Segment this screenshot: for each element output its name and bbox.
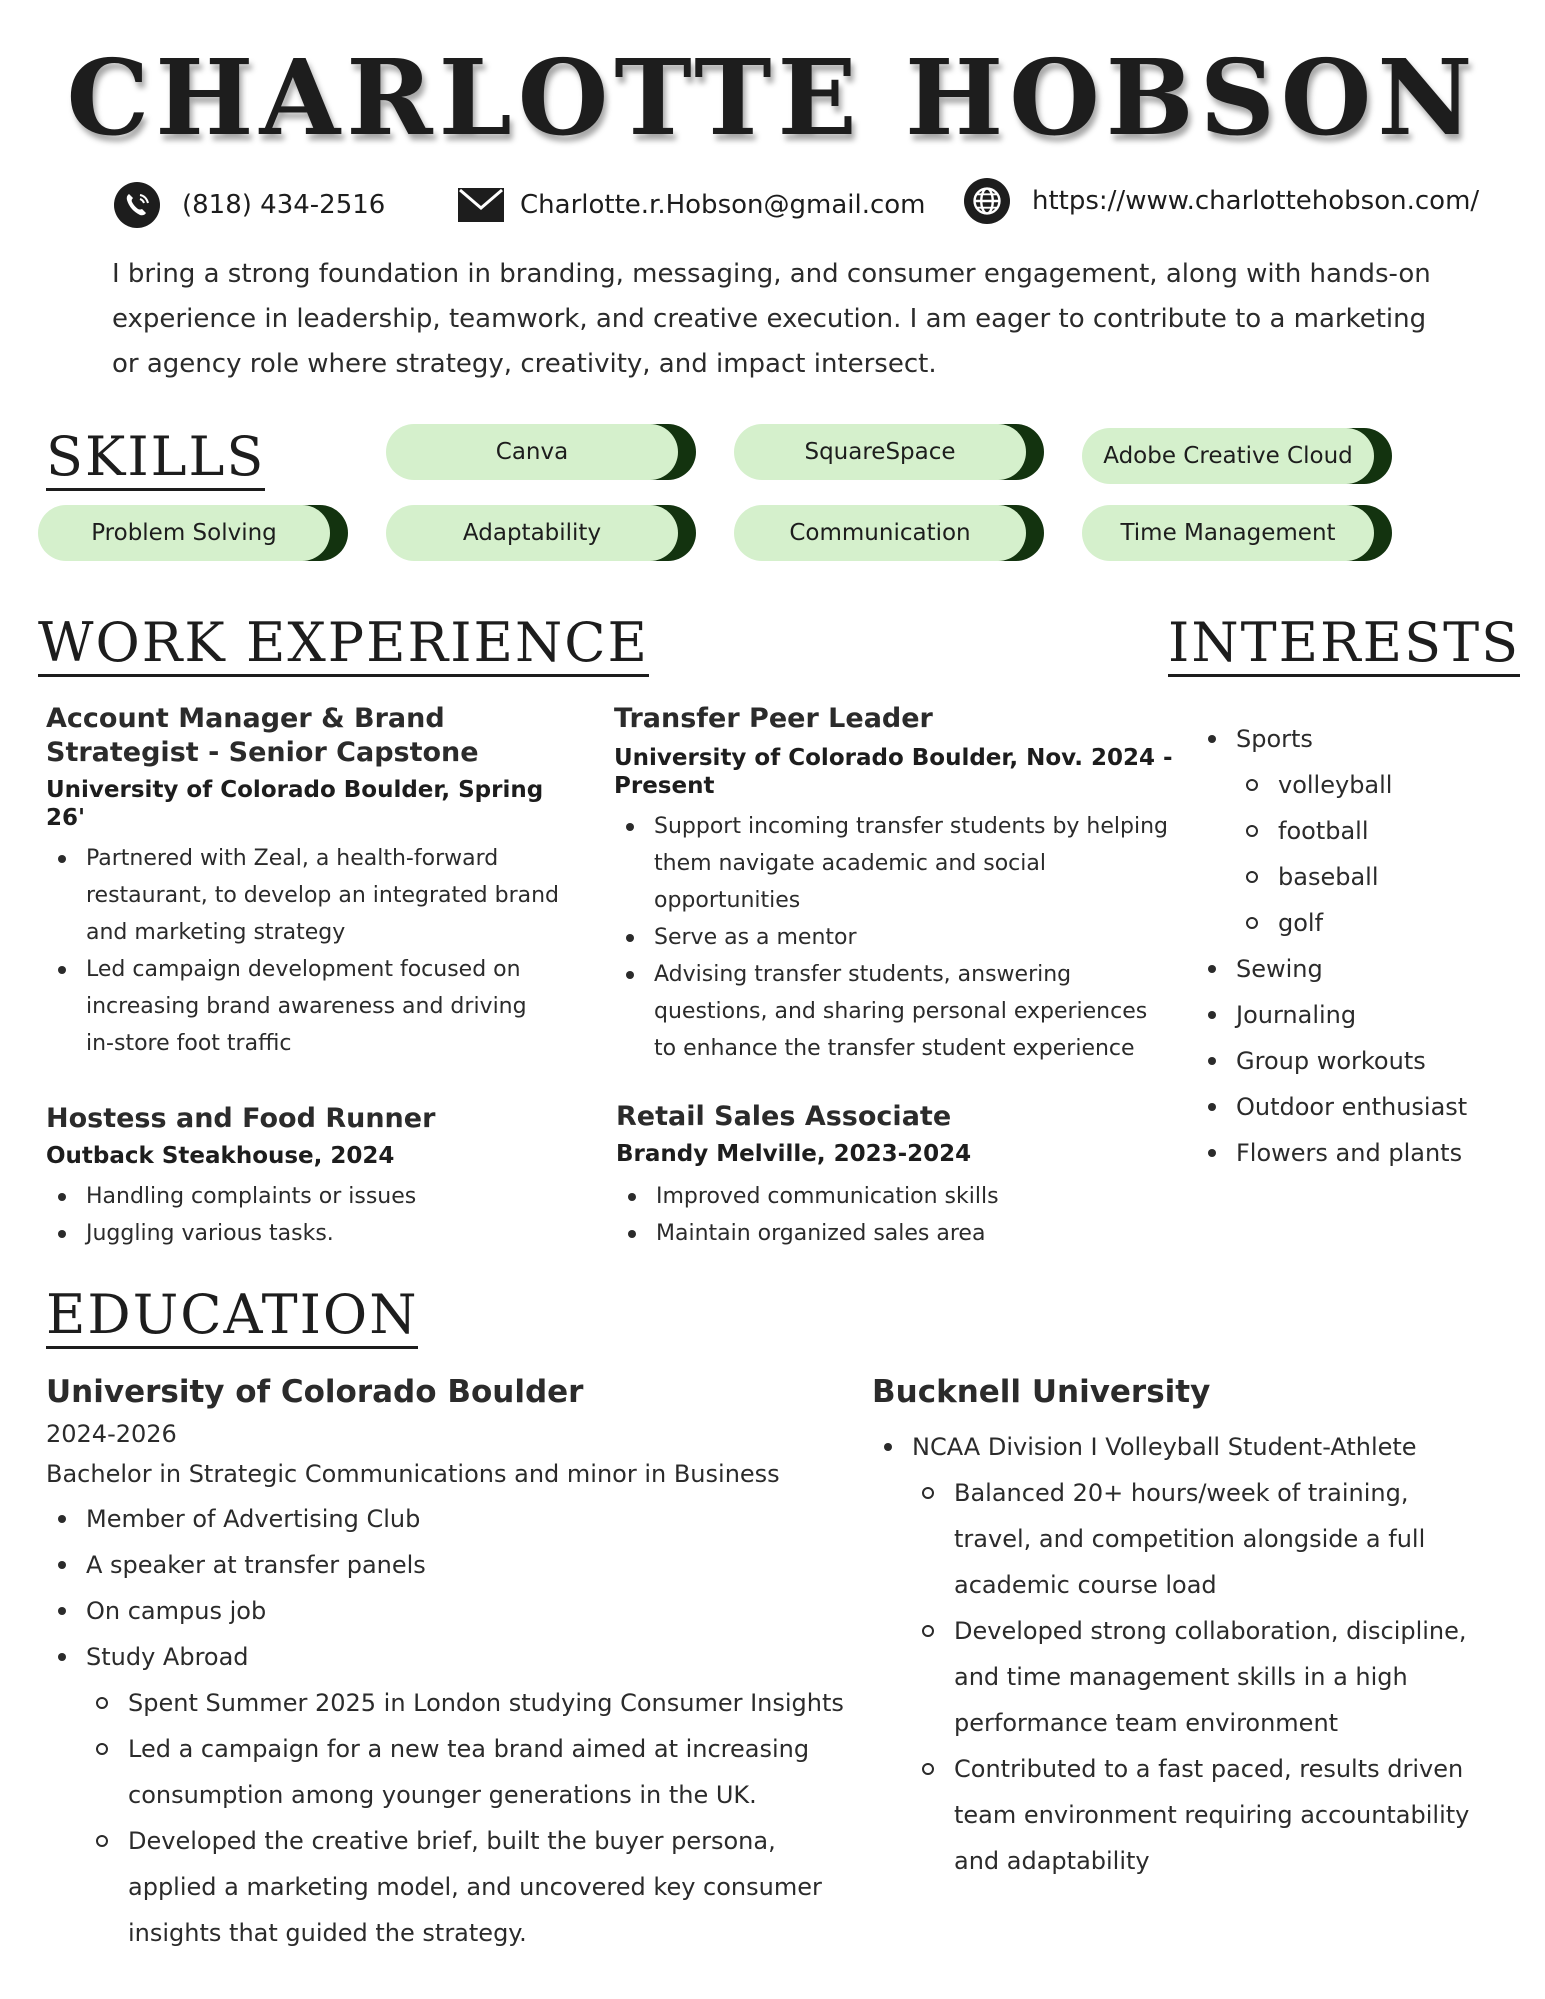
envelope-icon <box>458 182 504 228</box>
list-item: Contributed to a fast paced, results driven team environment requiring accountability and adaptability <box>872 1746 1532 1884</box>
job-title: Hostess and Food Runner <box>46 1103 436 1134</box>
list-item: Support incoming transfer students by helping them navigate academic and social opportunities <box>614 808 1174 919</box>
list-item: Led campaign development focused on increasing brand awareness and driving in-store foot traffic <box>46 951 586 1062</box>
skills-heading: SKILLS <box>46 426 265 491</box>
list-item: Maintain organized sales area <box>616 1215 1176 1252</box>
job-title: Transfer Peer Leader <box>614 703 933 734</box>
phone-icon <box>114 182 160 228</box>
school-name: University of Colorado Boulder <box>46 1374 584 1410</box>
list-item: baseball <box>1196 854 1536 900</box>
list-item: Flowers and plants <box>1196 1130 1536 1176</box>
list-item: Handling complaints or issues <box>46 1178 586 1215</box>
list-item: Juggling various tasks. <box>46 1215 586 1252</box>
list-item: football <box>1196 808 1536 854</box>
globe-icon <box>964 178 1010 224</box>
skill-pill: SquareSpace <box>734 424 1044 480</box>
list-item: Group workouts <box>1196 1038 1536 1084</box>
list-item: Sports <box>1196 716 1536 762</box>
education-bucknell <box>872 1372 1532 1884</box>
school-degree: Bachelor in Strategic Communications and minor in Business <box>46 1460 780 1488</box>
skill-pill: Communication <box>734 505 1044 561</box>
job-title: Strategist - Senior Capstone <box>46 737 479 768</box>
contact-website <box>964 176 1479 226</box>
job-transfer-peer-leader <box>614 702 1174 1067</box>
website-text[interactable]: https://www.charlottehobson.com/ <box>1032 186 1480 216</box>
list-item: Study Abroad <box>46 1634 846 1680</box>
list-item: Journaling <box>1196 992 1536 1038</box>
list-item: Outdoor enthusiast <box>1196 1084 1536 1130</box>
email-text[interactable]: Charlotte.r.Hobson@gmail.com <box>520 190 926 220</box>
skill-pill: Adobe Creative Cloud <box>1082 428 1392 484</box>
list-item: A speaker at transfer panels <box>46 1542 846 1588</box>
list-item: Partnered with Zeal, a health-forward restaurant, to develop an integrated brand and marketing strategy <box>46 840 586 951</box>
job-retail-sales <box>616 1100 1176 1252</box>
list-item: Member of Advertising Club <box>46 1496 846 1542</box>
list-item: Led a campaign for a new tea brand aimed at increasing consumption among younger generations in the UK. <box>46 1726 846 1818</box>
resume-name: CHARLOTTE HOBSON <box>66 36 1479 159</box>
list-item: golf <box>1196 900 1536 946</box>
list-item: NCAA Division I Volleyball Student-Athlete <box>872 1424 1532 1470</box>
phone-text: (818) 434-2516 <box>182 190 386 220</box>
education-heading: EDUCATION <box>46 1284 418 1349</box>
list-item: Spent Summer 2025 in London studying Consumer Insights <box>46 1680 846 1726</box>
list-item: Balanced 20+ hours/week of training, travel, and competition alongside a full academic course load <box>872 1470 1532 1608</box>
education-cu <box>46 1372 846 1956</box>
job-org: Outback Steakhouse, 2024 <box>46 1143 395 1169</box>
list-item: Serve as a mentor <box>614 919 1174 956</box>
list-item: Advising transfer students, answering questions, and sharing personal experiences to enhance the transfer student experience <box>614 956 1174 1067</box>
work-experience-heading: WORK EXPERIENCE <box>38 612 649 677</box>
job-account-manager <box>46 702 586 1062</box>
list-item: On campus job <box>46 1588 846 1634</box>
contact-email <box>458 180 926 230</box>
list-item: Developed strong collaboration, discipline, and time management skills in a high performance team environment <box>872 1608 1532 1746</box>
job-title: Account Manager & Brand <box>46 703 445 734</box>
job-org: Present <box>614 773 715 799</box>
list-item: Developed the creative brief, built the buyer persona, applied a marketing model, and uncovered key consumer insights that guided the strategy. <box>46 1818 846 1956</box>
contact-phone <box>114 180 385 230</box>
job-org: University of Colorado Boulder, Spring 26' <box>46 777 544 831</box>
list-item: Sewing <box>1196 946 1536 992</box>
job-org: Brandy Melville, 2023-2024 <box>616 1141 972 1167</box>
job-title: Retail Sales Associate <box>616 1101 952 1132</box>
summary: I bring a strong foundation in branding, messaging, and consumer engagement, along with hands-on experience in leadership, teamwork, and creative execution. I am eager to contribute to a marketing or agency role where strategy, creativity, and impact intersect. <box>112 259 1431 379</box>
job-org: University of Colorado Boulder, Nov. 2024 - <box>614 745 1173 771</box>
school-years: 2024-2026 <box>46 1420 177 1448</box>
list-item: volleyball <box>1196 762 1536 808</box>
list-item: Improved communication skills <box>616 1178 1176 1215</box>
skill-pill: Time Management <box>1082 505 1392 561</box>
skill-pill: Canva <box>386 424 696 480</box>
skill-pill: Problem Solving <box>38 505 348 561</box>
school-name: Bucknell University <box>872 1374 1211 1410</box>
job-hostess <box>46 1102 586 1252</box>
skill-pill: Adaptability <box>386 505 696 561</box>
interests-list <box>1196 716 1536 1176</box>
interests-heading: INTERESTS <box>1168 612 1520 677</box>
